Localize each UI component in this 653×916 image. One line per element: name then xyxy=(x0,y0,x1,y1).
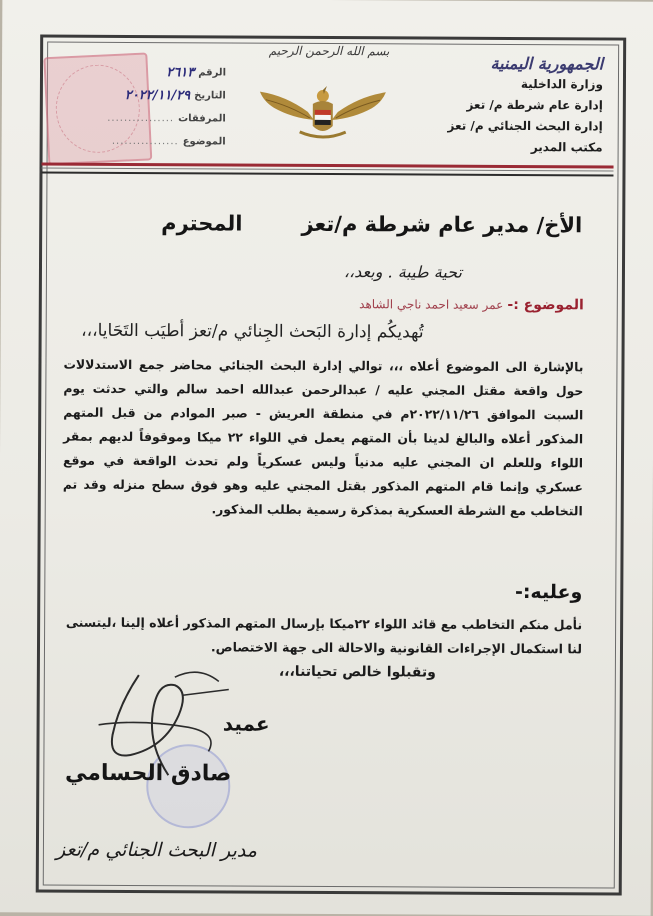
request-paragraph: نأمل منكم التخاطب مع قائد اللواء ٢٢ميكا بإرسال المتهم المذكور أعلاه إلينا ،ليتسنى لنا استكمال الإجراءات القانونية والاحالة الى جهة الاختصاص. xyxy=(65,614,583,657)
subject-value: عمر سعيد احمد ناجي الشاهد xyxy=(359,297,504,312)
subject-line xyxy=(359,296,584,313)
meta-date: التاريخ ٢٠٢٢/١١/٢٩ xyxy=(124,87,226,104)
cid-admin-name: إدارة البحث الجنائي م/ تعز xyxy=(447,118,603,134)
signatory-name: صادق الحسامي xyxy=(64,760,232,787)
letter-meta xyxy=(56,61,226,154)
greeting: تحية طيبة . وبعد،، xyxy=(343,262,463,282)
meta-attachments: المرفقات ................ xyxy=(107,112,226,125)
closing-line: وتقبلوا خالص تحياتنا،،، xyxy=(278,663,436,681)
conclusion-heading: وعليه:- xyxy=(514,580,583,604)
respected-label: المحترم xyxy=(161,211,243,236)
letter-body: بالإشارة الى الموضوع أعلاه ،،، توالي إدارة البحث الجنائي محاضر جمع الاستدلالات حول واقعة مقتل المجني عليه / عبدالرحمن عبدالله احمد سالم والتي حدثت يوم السبت الموافق ٢٠٢٢/١١/٢٦م في منطقة العريش - صبر الموادم من قبل المتهم المذكور أعلاه والبالغ لدينا بأن المتهم يعمل في اللواء ٢٢ ميكا وموقوفاً لديهم بمقر اللواء وللعلم ان المجني عليه مدنياً وليس عسكرياً ولم تحدث الواقعة في موقع عسكري وإنما قام المتهم المذكور بقتل المجني عليه وهو فوق سطح منزله وقد تم التخاطب مع الشرطة العسكرية بمذكرة رسمية بطلب المذكور. xyxy=(62,356,584,519)
police-admin-name: إدارة عام شرطة م/ تعز xyxy=(466,97,603,113)
ministry-name: وزارة الداخلية xyxy=(520,77,603,92)
addressee: الأخ/ مدير عام شرطة م/تعز xyxy=(301,211,583,238)
republic-title: الجمهورية اليمنية xyxy=(490,53,604,74)
eagle-emblem-icon xyxy=(256,82,390,145)
signatory-title: مدير البحث الجنائي م/تعز xyxy=(56,838,257,862)
signatory-rank: عميد xyxy=(222,711,270,736)
meta-subject: الموضوع ................ xyxy=(111,135,226,148)
formal-greeting: تُهديكُم إدارة البَحث الجِنائي م/تعز أطيَب التَحَايا،،، xyxy=(81,320,424,343)
office-name: مكتب المدير xyxy=(530,140,603,155)
letterhead xyxy=(423,53,604,159)
basmala: بسم الله الرحمن الرحيم xyxy=(268,43,390,59)
meta-number: الرقم ٢٦١٣ xyxy=(166,65,227,81)
subject-label: الموضوع :- xyxy=(507,296,584,314)
